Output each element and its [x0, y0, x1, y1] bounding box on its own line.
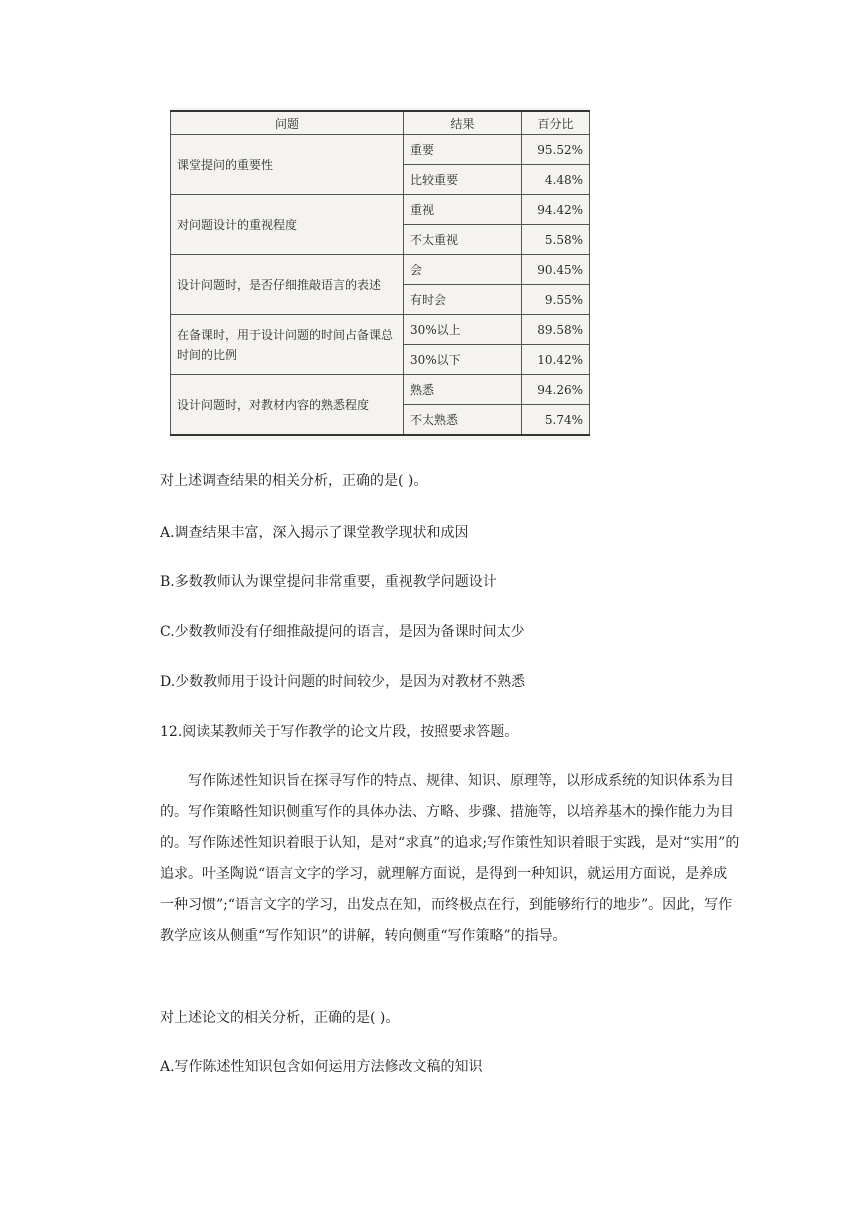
q11-option-d: D.少数教师用于设计问题的时间较少，是因为对教材不熟悉 [160, 674, 526, 690]
percent-cell: 94.26% [522, 375, 590, 405]
table-row [171, 375, 590, 405]
percent-cell: 90.45% [522, 255, 590, 285]
question-cell: 课堂提问的重要性 [171, 135, 404, 195]
result-cell: 比较重要 [404, 165, 522, 195]
q12-stem: 对上述论文的相关分析，正确的是( )。 [160, 1010, 400, 1026]
survey-table-scan [170, 108, 590, 440]
result-cell: 不太熟悉 [404, 405, 522, 436]
table-row [171, 135, 590, 165]
percent-cell: 95.52% [522, 135, 590, 165]
q11-option-c: C.少数教师没有仔细推敲提问的语言，是因为备课时间太少 [160, 624, 525, 640]
survey-table [170, 110, 590, 436]
result-cell: 重视 [404, 195, 522, 225]
result-cell: 30%以上 [404, 315, 522, 345]
header-result: 结果 [404, 111, 522, 135]
percent-cell: 5.74% [522, 405, 590, 436]
q11-stem: 对上述调查结果的相关分析，正确的是( )。 [160, 473, 428, 489]
percent-cell: 5.58% [522, 225, 590, 255]
percent-cell: 10.42% [522, 345, 590, 375]
table-header-row [171, 111, 590, 135]
table-row [171, 255, 590, 285]
percent-cell: 9.55% [522, 285, 590, 315]
question-cell: 设计问题时，是否仔细推敲语言的表述 [171, 255, 404, 315]
table-row [171, 315, 590, 345]
result-cell: 重要 [404, 135, 522, 165]
q11-option-a: A.调查结果丰富，深入揭示了课堂教学现状和成因 [160, 525, 469, 541]
question-cell: 设计问题时，对教材内容的熟悉程度 [171, 375, 404, 436]
result-cell: 会 [404, 255, 522, 285]
header-percent: 百分比 [522, 111, 590, 135]
result-cell: 有时会 [404, 285, 522, 315]
q12-passage: 写作陈述性知识旨在探寻写作的特点、规律、知识、原理等，以形成系统的知识体系为目的。写作策略性知识侧重写作的具体办法、方略、步骤、措施等，以培养基木的操作能力为目的。写作陈述性知识着眼于认知，是对“求真”的追求;写作策性知识着眼于实践，是对“实用”的追求。叶圣陶说“语言文字的学习，就理解方面说，是得到一种知识，就运用方面说，是养成一种习惯”;“语言文字的学习，出发点在知，而终极点在行，到能够绗行的地步”。因此，写作教学应该从侧重“写作知识”的讲解，转向侧重“写作策略”的指导。 [160, 773, 740, 944]
q11-option-b: B.多数教师认为课堂提问非常重要，重视教学问题设计 [160, 574, 497, 590]
q12-option-a: A.写作陈述性知识包含如何运用方法修改文稿的知识 [160, 1059, 483, 1075]
percent-cell: 89.58% [522, 315, 590, 345]
question-cell: 对问题设计的重视程度 [171, 195, 404, 255]
percent-cell: 94.42% [522, 195, 590, 225]
result-cell: 不太重视 [404, 225, 522, 255]
question-cell: 在备课时，用于设计问题的时间占备课总时间的比例 [171, 315, 404, 375]
header-question: 问题 [171, 111, 404, 135]
q12-title: 12.阅读某教师关于写作教学的论文片段，按照要求答题。 [160, 724, 519, 740]
percent-cell: 4.48% [522, 165, 590, 195]
result-cell: 熟悉 [404, 375, 522, 405]
table-row [171, 195, 590, 225]
result-cell: 30%以下 [404, 345, 522, 375]
